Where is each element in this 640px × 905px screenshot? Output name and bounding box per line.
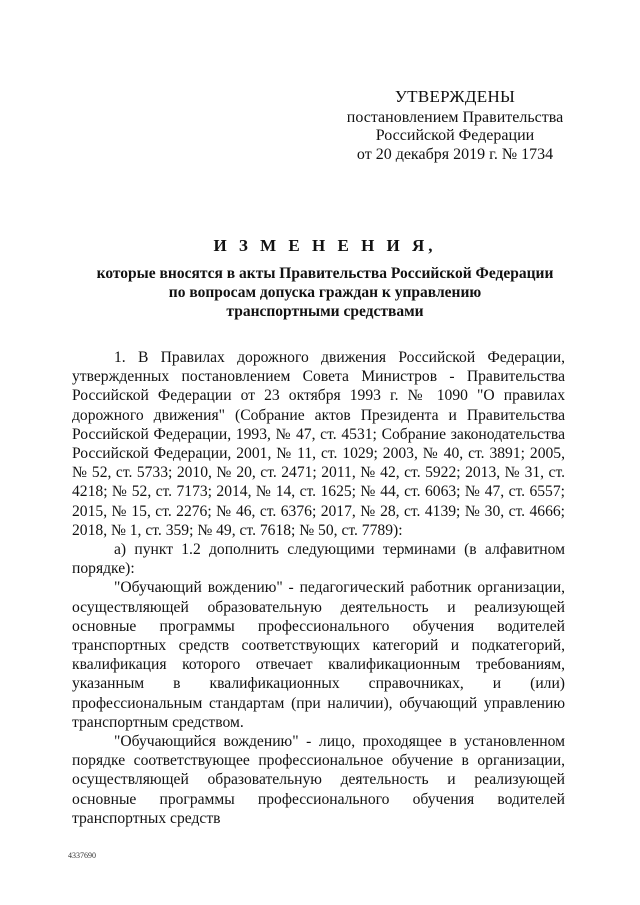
document-title-block [60, 236, 590, 321]
document-title: И З М Е Н Е Н И Я, [213, 236, 437, 255]
paragraph-4: "Обучающийся вождению" - лицо, проходящее в установленном порядке соответствующее профессиональное обучение в организации, осуществляющей образовательную деятельность и реализующей основные программы профессионального обучения водителей транспортных средств [72, 733, 565, 827]
document-subtitle-line-3: транспортными средствами [226, 303, 424, 320]
document-subtitle-line-2: по вопросам допуска граждан к управлению [168, 284, 482, 301]
approval-line-2: Российской Федерации [375, 127, 535, 144]
paragraph-1: 1. В Правилах дорожного движения Российской Федерации, утвержденных постановлением Совета Министров - Правительства Российской Федерации от 23 октября 1993 г. № 1090 "О правилах дорожного движения" (Собрание актов Президента и Правительства Российской Федерации, 1993, № 47, ст. 4531; Собрание законодательства Российской Федерации, 2001, № 11, ст. 1029; 2003, № 40, ст. 3891; 2005, № 52, ст. 5733; 2010, № 20, ст. 2471; 2011, № 42, ст. 5922; 2013, № 31, ст. 4218; № 52, ст. 7173; 2014, № 14, ст. 1625; № 44, ст. 6063; № 47, ст. 6557; 2015, № 15, ст. 2276; № 46, ст. 6376; 2017, № 28, ст. 4139; № 30, ст. 4666; 2018, № 1, ст. 359; № 49, ст. 7618; № 50, ст. 7789): [72, 349, 565, 539]
document-body [72, 348, 565, 828]
paragraph-2: а) пункт 1.2 дополнить следующими терминами (в алфавитном порядке): [72, 541, 565, 578]
paragraph-3: "Обучающий вождению" - педагогический работник организации, осуществляющей образовательную деятельность и реализующей основные программы профессионального обучения водителей транспортных средств соответствующих категорий и подкатегорий, квалификация которого отвечает квалификационным требованиям, указанным в квалификационных справочниках, и (или) профессиональным стандартам (при наличии), обучающий управлению транспортным средством. [72, 579, 565, 731]
document-subtitle-line-1: которые вносятся в акты Правительства Российской Федерации [96, 265, 554, 282]
document-code: 4337690 [68, 851, 96, 860]
approval-stamp [340, 88, 570, 164]
approval-heading: УТВЕРЖДЕНЫ [394, 87, 516, 106]
approval-line-3: от 20 декабря 2019 г. № 1734 [356, 145, 554, 163]
approval-line-1: постановлением Правительства [346, 108, 564, 126]
